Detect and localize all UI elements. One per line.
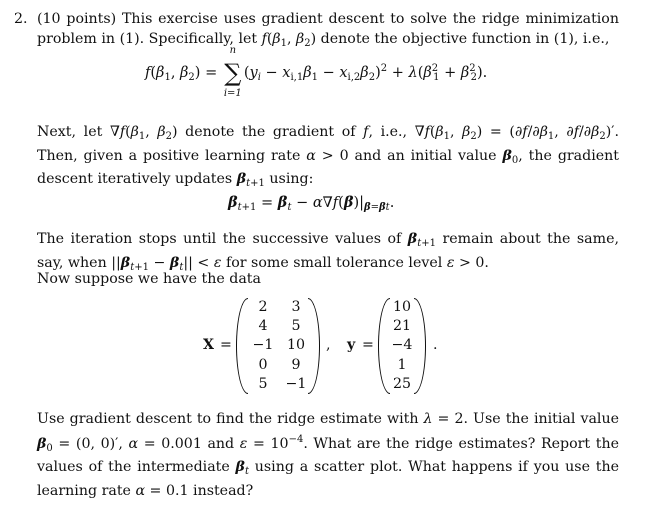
matrix-x-right-paren — [308, 298, 320, 394]
vector-y-column: 10 21 −4 1 25 — [391, 299, 413, 392]
points-label: (10 points) — [37, 11, 117, 27]
vector-y-left-paren — [378, 298, 390, 394]
objective-equation: $f(\beta_1$, $\beta_2$) = n ∑ i=1 $(y_i - x_{i,1}\beta_1 - x_{i,2}\beta_2)^2 + \lambda(\beta^2_1 + \beta^2_2)$. — [145, 44, 488, 99]
matrix-x-left-paren — [236, 298, 248, 394]
data-matrices: X = 2 4 −1 0 5 3 5 10 9 −1 , y = 10 21 −4 1 25 . — [200, 296, 460, 400]
task-paragraph: Use gradient descent to find the ridge estimate with λ = 2. Use the initial value $\beta_0 = (0$, 0)′, α = 0.001 and $\varepsilon = 10^{-4}$. What are the ridge estimates? Report the values of the intermediate $\beta_t$ using a scatter plot. What happens if you use the learning rate α = 0.1 instead? — [37, 411, 619, 499]
problem-number: 2. — [14, 11, 28, 27]
matrix-x-label: X — [203, 337, 215, 353]
matrix-x-column-2: 3 5 10 9 −1 — [285, 299, 307, 392]
matrix-x-column-1: 2 4 −1 0 5 — [252, 299, 274, 392]
vector-y-right-paren — [414, 298, 426, 394]
stopping-paragraph: The iteration stops until the successive values of $\beta_{t+1}$ remain about the same, say, when $||\beta_{t+1} - \beta_t|| < \varepsilon$ for some small tolerance level ε > 0. — [37, 231, 619, 273]
intro-paragraph: (10 points) This exercise uses gradient descent to solve the ridge minimization problem in (1). Specifically, let $f(\beta_1$, $\beta_2$) denote the objective function in (1), i.e., — [37, 11, 619, 49]
gradient-paragraph: Next, let $\nabla f(\beta_1$, $\beta_2$) denote the gradient of f, i.e., $\nabla f(\beta_1$, $\beta_2) = (\partial f/\partial\beta_1$, $\partial f/\partial\beta_2)'$. Then, given a positive learning rate α > 0 and an initial value $\beta_0$, the gradient descent iteratively updates $\beta_{t+1}$ using: — [37, 124, 619, 189]
vector-y-label: y — [347, 337, 356, 353]
update-equation: $\beta_{t+1} = \beta_t - \alpha\nabla f(\beta)|_{\beta=\beta t}$. — [228, 194, 395, 213]
data-intro: Now suppose we have the data — [37, 271, 261, 287]
summation-symbol: n ∑ i=1 — [223, 44, 242, 99]
